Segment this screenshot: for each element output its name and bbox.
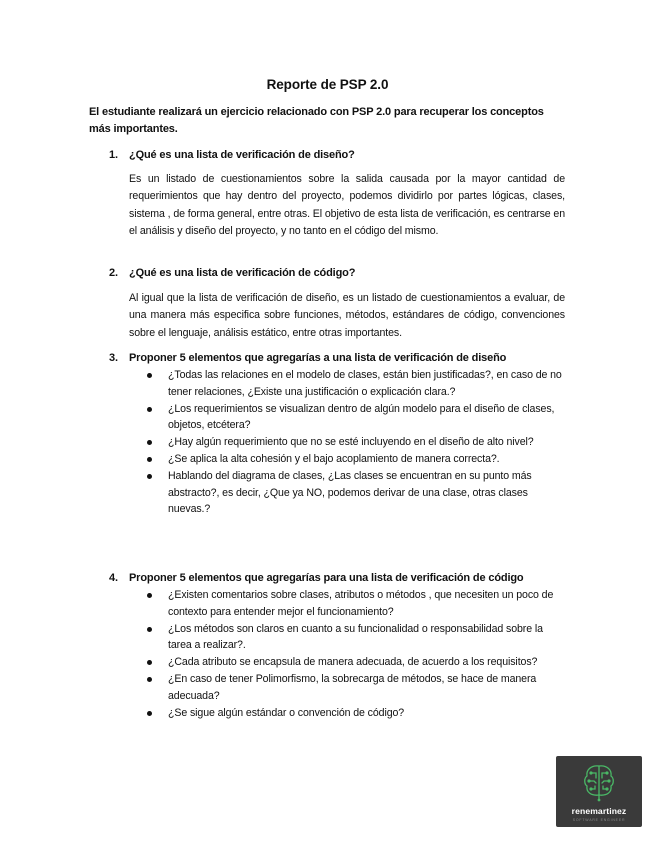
list-item-text: ¿Existen comentarios sobre clases, atributos o métodos , que necesiten un poco de contexto para entender mejor el funcionamiento? [168, 589, 554, 618]
bullet-icon [147, 373, 152, 378]
question-1 [89, 147, 564, 164]
question-number: 1. [109, 149, 118, 161]
intro-text: El estudiante realizará un ejercicio relacionado con PSP 2.0 para recuperar los conceptos más importantes. [89, 106, 544, 135]
list-item-text: ¿Los métodos son claros en cuanto a su funcionalidad o responsabilidad sobre la tarea a realizar?. [168, 622, 543, 652]
code-checklist [147, 587, 565, 721]
list-item [147, 671, 565, 705]
list-item [147, 401, 565, 435]
list-item [147, 621, 565, 655]
bullet-icon [147, 677, 152, 682]
question-2 [89, 265, 564, 282]
list-item-text: Hablando del diagrama de clases, ¿Las clases se encuentran en su punto más abstracto?, es decir, ¿Que ya NO, podemos derivar de una clase, otras clases nuevas.? [168, 469, 532, 516]
brand-subtitle: SOFTWARE ENGINEER [572, 818, 626, 822]
list-item [147, 705, 565, 722]
bullet-icon [147, 660, 152, 665]
question-4 [89, 570, 564, 587]
bullet-icon [147, 593, 152, 598]
answer-2: Al igual que la lista de verificación de diseño, es un listado de cuestionamientos a evaluar, de una manera más especifica sobre funciones, métodos, estándares de código, convenciones sobre el lenguaje, análisis estático, entre otras importantes. [129, 292, 565, 339]
page-title: Reporte de PSP 2.0 [266, 77, 389, 92]
list-item-text: ¿Se aplica la alta cohesión y el bajo acoplamiento de manera correcta?. [168, 452, 500, 465]
brand-name: renemartinez [571, 806, 627, 816]
list-item [147, 468, 565, 518]
question-3 [89, 350, 564, 367]
list-item-text: ¿Hay algún requerimiento que no se esté incluyendo en el diseño de alto nivel? [168, 436, 534, 449]
list-item [147, 451, 565, 468]
question-number: 2. [109, 267, 118, 279]
brand-logo [556, 756, 642, 827]
bullet-icon [147, 407, 152, 412]
list-item-text: ¿Todas las relaciones en el modelo de clases, están bien justificadas?, en caso de no tener relaciones, ¿Existe una justificación o explicación clara.? [168, 369, 562, 398]
bullet-icon [147, 711, 152, 716]
brain-circuit-icon [581, 762, 617, 802]
list-item-text: ¿En caso de tener Polimorfismo, la sobrecarga de métodos, se hace de manera adecuada? [168, 672, 537, 702]
question-number: 4. [109, 572, 118, 584]
list-item-text: ¿Cada atributo se encapsula de manera adecuada, de acuerdo a los requisitos? [168, 656, 538, 669]
bullet-icon [147, 627, 152, 632]
list-item [147, 434, 565, 451]
list-item [147, 367, 565, 401]
question-number: 3. [109, 352, 118, 364]
question-text: ¿Qué es una lista de verificación de diseño? [129, 149, 355, 161]
bullet-icon [147, 457, 152, 462]
list-item [147, 654, 565, 671]
answer-1: Es un listado de cuestionamientos sobre la salida causada por la mayor cantidad de requerimientos que hay dentro del proyecto, podemos dividirlo por partes lógicas, clases, sistema , de forma general, entre otras. El objetivo de esta lista de verificación, es centrarse en el análisis y diseño del proyecto, y no tanto en el código del mismo. [129, 173, 565, 237]
list-item [147, 587, 565, 621]
list-item-text: ¿Se sigue algún estándar o convención de código? [168, 706, 405, 719]
question-text: Proponer 5 elementos que agregarías a una lista de verificación de diseño [129, 352, 507, 364]
question-text: Proponer 5 elementos que agregarías para una lista de verificación de código [129, 572, 524, 584]
bullet-icon [147, 474, 152, 479]
list-item-text: ¿Los requerimientos se visualizan dentro de algún modelo para el diseño de clases, objetos, etcétera? [168, 402, 555, 432]
question-text: ¿Qué es una lista de verificación de código? [129, 267, 356, 279]
bullet-icon [147, 440, 152, 445]
design-checklist [147, 367, 565, 518]
